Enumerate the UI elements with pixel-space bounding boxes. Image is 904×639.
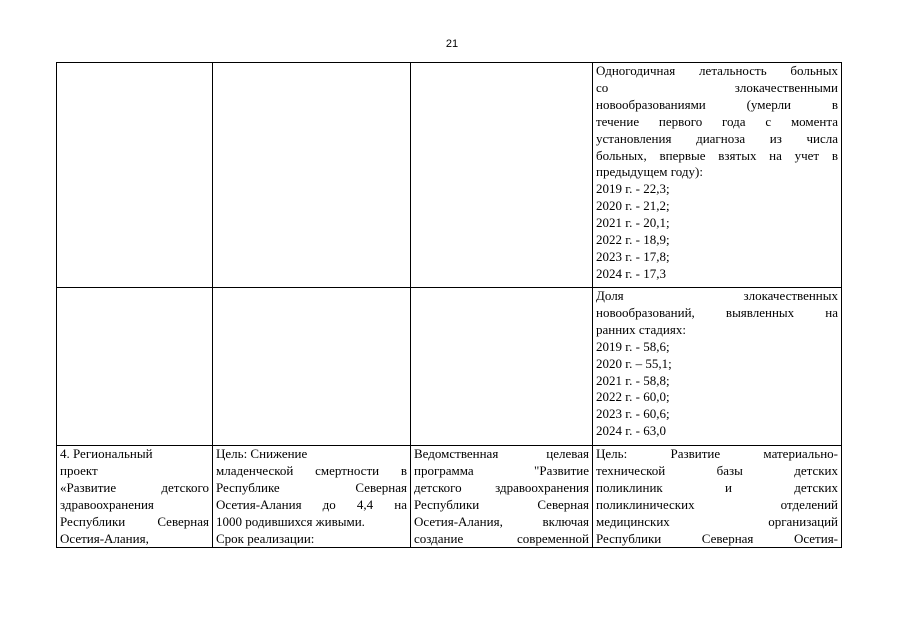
cell-text-line: здравоохранения — [60, 496, 154, 512]
cell-text-line: Республики Северная — [60, 513, 209, 529]
cell-text-line: медицинских организаций — [596, 513, 838, 529]
cell-text-line: младенческой смертности в — [216, 462, 407, 478]
cell-text-line: 2022 г. - 18,9; — [596, 232, 670, 248]
table-body — [57, 63, 842, 548]
cell-text-line: технической базы детских — [596, 462, 838, 478]
cell-program — [411, 288, 593, 446]
cell-text-line: предыдущем году): — [596, 164, 703, 180]
cell-text-line: Осетия-Алания, включая — [414, 513, 589, 529]
cell-text-line: больных, впервые взятых на учет в — [596, 147, 838, 163]
cell-text-line: 2023 г. - 17,8; — [596, 248, 670, 264]
cell-text-line: Одногодичная летальность больных — [596, 63, 838, 78]
cell-text-line: проект — [60, 462, 98, 478]
cell-text-line: 2020 г. - 21,2; — [596, 198, 670, 214]
cell-text-line: 2024 г. - 17,3 — [596, 265, 666, 281]
cell-text-line: 2023 г. - 60,6; — [596, 406, 670, 422]
cell-text-line: 2020 г. – 55,1; — [596, 355, 672, 371]
cell-text-line: 4. Региональный — [60, 446, 153, 461]
cell-text-line: поликлинических отделений — [596, 496, 838, 512]
cell-text-line: «Развитие детского — [60, 479, 209, 495]
cell-text-line: Ведомственная целевая — [414, 446, 589, 461]
cell-text-line: Республике Северная — [216, 479, 407, 495]
cell-goal — [213, 288, 411, 446]
cell-text-line: 2022 г. - 60,0; — [596, 389, 670, 405]
cell-program — [411, 446, 593, 548]
cell-text-line: 2024 г. - 63,0 — [596, 423, 666, 439]
cell-text-line: 2021 г. - 20,1; — [596, 215, 670, 231]
cell-text-line: новообразований, выявленных на — [596, 304, 838, 320]
cell-project — [57, 446, 213, 548]
cell-text-line: ранних стадиях: — [596, 321, 686, 337]
cell-text-line: течение первого года с момента — [596, 113, 838, 129]
cell-text-line: 2021 г. - 58,8; — [596, 372, 670, 388]
cell-text-line: создание современной — [414, 530, 589, 546]
cell-text-line: Республики Северная — [414, 496, 589, 512]
cell-text-line: 2019 г. - 58,6; — [596, 338, 670, 354]
page-number: 21 — [445, 38, 459, 50]
cell-text-line: поликлиник и детских — [596, 479, 838, 495]
cell-goal — [213, 446, 411, 548]
table-row — [57, 446, 842, 548]
cell-text-line: Осетия-Алания, — [60, 530, 149, 546]
cell-text-line: Доля злокачественных — [596, 288, 838, 303]
cell-text-line: 2019 г. - 22,3; — [596, 181, 670, 197]
cell-text-line: программа "Развитие — [414, 462, 589, 478]
cell-project — [57, 63, 213, 288]
cell-text-line: Осетия-Алания до 4,4 на — [216, 496, 407, 512]
cell-text-line: новообразованиями (умерли в — [596, 96, 838, 112]
cell-program — [411, 63, 593, 288]
cell-text-line: Срок реализации: — [216, 530, 315, 546]
table-row — [57, 288, 842, 446]
cell-text-line: Цель: Развитие материально- — [596, 446, 838, 461]
cell-text-line: детского здравоохранения — [414, 479, 589, 495]
cell-text-line: 1000 родившихся живыми. — [216, 513, 365, 529]
cell-text-line: со злокачественными — [596, 79, 838, 95]
table-row — [57, 63, 842, 288]
cell-indicator — [593, 63, 842, 288]
cell-project — [57, 288, 213, 446]
cell-indicator — [593, 446, 842, 548]
cell-indicator — [593, 288, 842, 446]
program-table — [56, 62, 842, 548]
cell-goal — [213, 63, 411, 288]
cell-text-line: установления диагноза из числа — [596, 130, 838, 146]
cell-text-line: Цель: Снижение — [216, 446, 308, 461]
cell-text-line: Республики Северная Осетия- — [596, 530, 838, 546]
